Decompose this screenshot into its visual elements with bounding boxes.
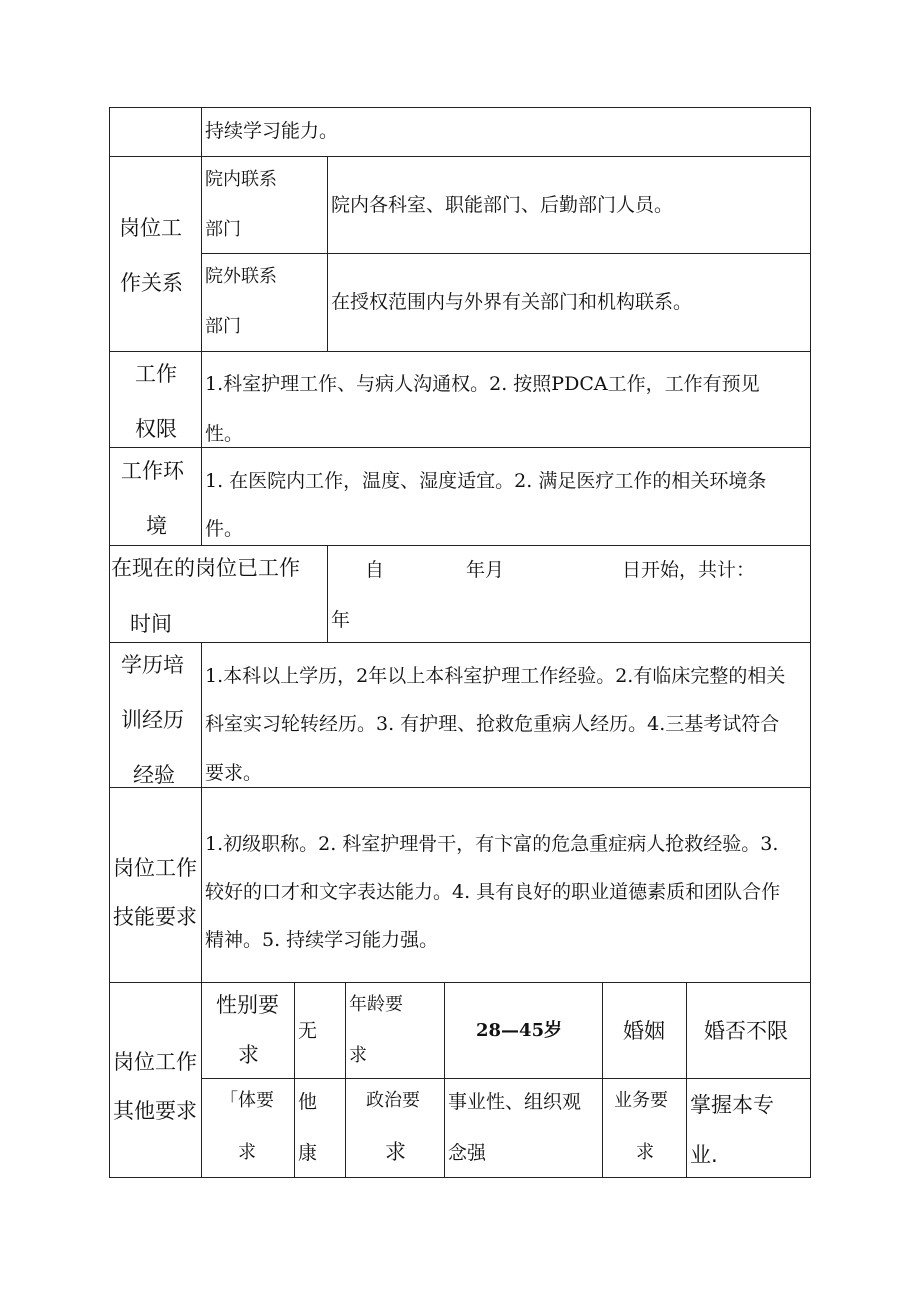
col-divider <box>327 156 328 352</box>
political-label: 政治要 <box>366 1090 420 1111</box>
row-divider <box>109 447 811 448</box>
other-requirements-header: 岗位工作 <box>113 1050 197 1074</box>
work-relations-header: 作关系 <box>120 271 183 295</box>
education-text: 要求。 <box>205 762 263 784</box>
internal-contact-label: 部门 <box>205 219 241 240</box>
col-divider <box>602 982 603 1178</box>
marriage-label: 婚姻 <box>623 1019 665 1043</box>
environment-text: 1. 在医院内工作，温度、湿度适宜。2. 满足医疗工作的相关环境条 <box>205 470 767 492</box>
row-divider <box>109 787 811 788</box>
tenure-year-month: 年月 <box>466 559 505 581</box>
business-label: 求 <box>636 1142 654 1163</box>
other-requirements-header: 其他要求 <box>113 1099 197 1123</box>
political-value: 念强 <box>448 1142 487 1164</box>
work-relations-header: 岗位工 <box>119 216 182 240</box>
table-border-top <box>109 107 811 108</box>
gender-label: 求 <box>238 1043 259 1067</box>
col-divider <box>294 982 295 1178</box>
education-header: 训经历 <box>121 708 184 732</box>
col-divider <box>345 982 346 1178</box>
external-contact-label: 院外联系 <box>205 266 277 287</box>
row-divider <box>109 545 811 546</box>
row-divider <box>201 1078 811 1079</box>
marriage-value: 婚否不限 <box>704 1019 788 1043</box>
table-border-bottom <box>109 1177 811 1178</box>
col-divider <box>201 107 202 352</box>
age-label: 年龄要 <box>349 994 403 1015</box>
political-label: 求 <box>385 1140 406 1164</box>
body-label: 求 <box>238 1142 256 1163</box>
external-contact-value: 在授权范围内与外界有关部门和机构联系。 <box>331 291 693 313</box>
body-value: 他 <box>298 1091 318 1113</box>
body-value: 康 <box>298 1142 318 1164</box>
tenure-from: 自 <box>365 559 385 581</box>
row-divider <box>109 642 811 643</box>
skills-text: 较好的口才和文字表达能力。4. 具有良好的职业道德素质和团队合作 <box>205 881 781 903</box>
authority-text: 性。 <box>205 423 244 445</box>
authority-header: 工作 <box>135 362 177 386</box>
education-text: 科室实习轮转经历。3. 有护理、抢救危重病人经历。4.三基考试符合 <box>205 713 780 735</box>
authority-header: 权限 <box>135 417 177 441</box>
gender-label: 性别要 <box>216 993 279 1017</box>
col-divider <box>327 545 328 643</box>
tenure-day-total: 日开始，共计： <box>622 559 756 581</box>
political-value: 事业性、组织观 <box>448 1091 582 1113</box>
col-divider <box>201 351 202 546</box>
gender-value: 无 <box>298 1020 318 1042</box>
education-header: 经验 <box>133 763 175 787</box>
age-label: 求 <box>349 1045 367 1066</box>
skills-text: 精神。5. 持续学习能力强。 <box>205 929 439 951</box>
education-header: 学历培 <box>121 653 184 677</box>
row-divider <box>201 253 811 254</box>
col-divider <box>444 982 445 1178</box>
body-label: 「体要 <box>220 1090 274 1111</box>
age-value: 28—45岁 <box>476 1020 563 1041</box>
environment-header: 工作环 <box>121 459 184 483</box>
authority-text: 1.科室护理工作、与病人沟通权。2. 按照PDCA工作，工作有预见 <box>205 373 760 395</box>
skills-header: 岗位工作 <box>113 856 197 880</box>
continuation-text: 持续学习能力。 <box>205 120 339 142</box>
education-text: 1.本科以上学历，2年以上本科室护理工作经验。2.有临床完整的相关 <box>205 665 786 687</box>
business-label: 业务要 <box>614 1090 668 1111</box>
business-value: 掌握本专 <box>690 1093 774 1117</box>
row-divider <box>109 156 811 157</box>
skills-header: 技能要求 <box>113 905 197 929</box>
tenure-year-unit: 年 <box>331 609 351 631</box>
environment-text: 件。 <box>205 518 244 540</box>
col-divider <box>686 982 687 1178</box>
col-divider <box>201 642 202 1178</box>
skills-text: 1.初级职称。2. 科室护理骨干，有卞富的危急重症病人抢救经验。3. <box>205 833 779 855</box>
row-divider <box>109 351 811 352</box>
business-value: 业. <box>690 1143 718 1167</box>
row-divider <box>109 982 811 983</box>
tenure-header: 在现在的岗位已工作 <box>111 556 300 580</box>
environment-header: 境 <box>146 514 167 538</box>
external-contact-label: 部门 <box>205 316 241 337</box>
tenure-header: 时间 <box>130 612 172 636</box>
internal-contact-label: 院内联系 <box>205 169 277 190</box>
internal-contact-value: 院内各科室、职能部门、后勤部门人员。 <box>331 194 674 216</box>
